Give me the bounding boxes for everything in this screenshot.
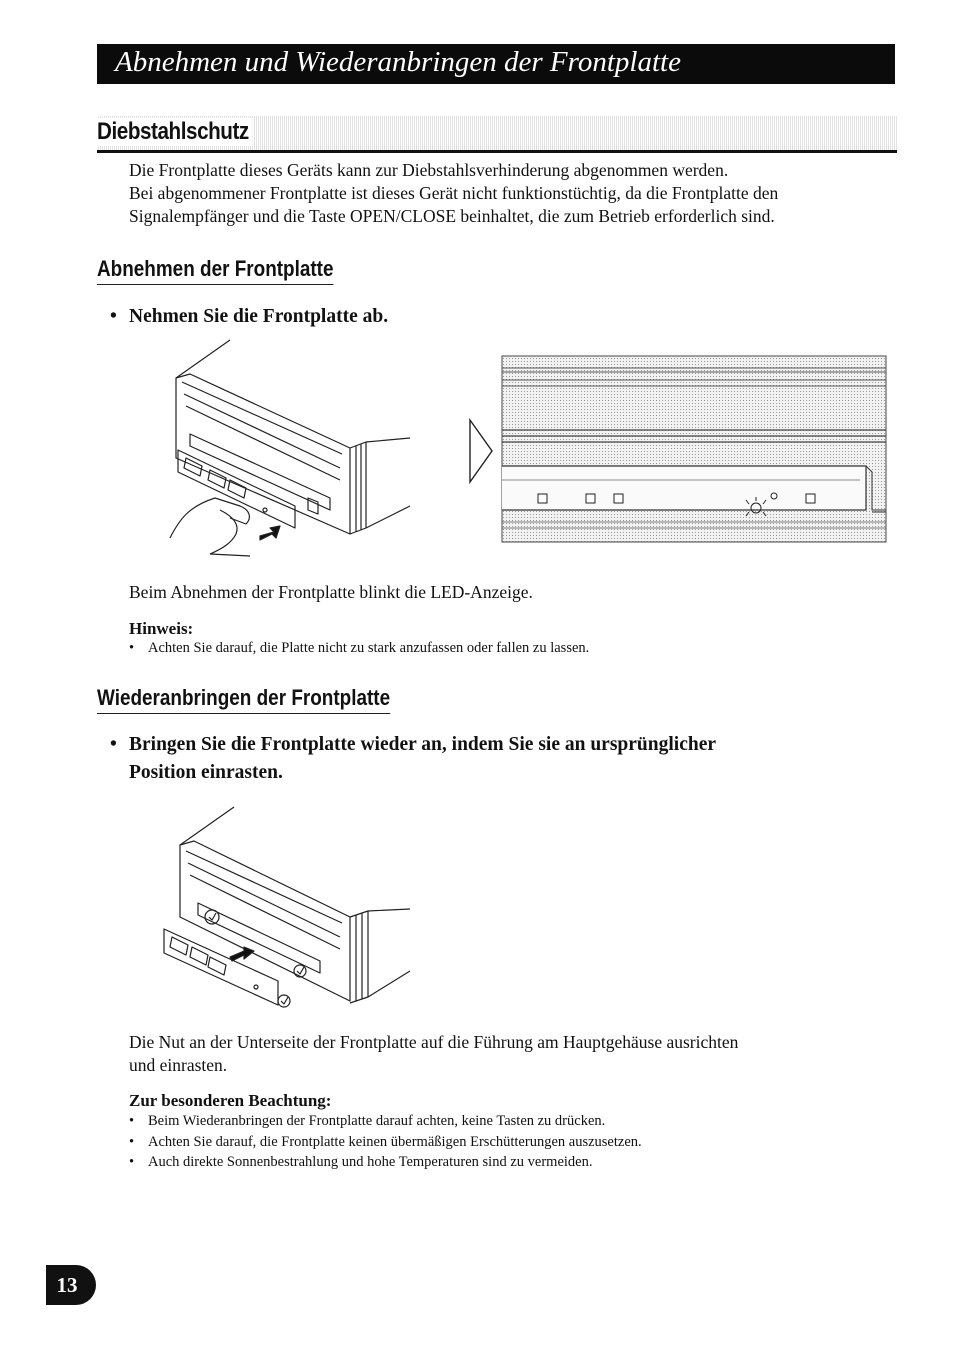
remove-note-title: Hinweis: — [129, 619, 194, 638]
attach-step — [110, 731, 716, 787]
page-title: Abnehmen und Wiederanbringen der Frontplatte — [115, 46, 681, 78]
remove-panel-illustration — [160, 338, 415, 560]
arrow-right-icon — [468, 418, 494, 484]
page-number: 13 — [46, 1265, 96, 1305]
section-heading-bar — [97, 116, 897, 153]
intro-line: Signalempfänger und die Taste OPEN/CLOSE beinhaltet, die zum Betrieb erforderlich sind. — [129, 206, 775, 226]
attach-step-line: Bringen Sie die Frontplatte wieder an, indem Sie sie an ursprünglicher — [129, 734, 716, 755]
bullet: • — [110, 734, 117, 755]
list-item: • Achten Sie darauf, die Frontplatte keinen übermäßigen Erschütterungen auszusetzen. — [129, 1132, 642, 1153]
attach-caption-line: Die Nut an der Unterseite der Frontplatte auf die Führung am Hauptgehäuse ausrichten — [129, 1032, 739, 1052]
list-item: • Beim Wiederanbringen der Frontplatte darauf achten, keine Tasten zu drücken. — [129, 1111, 642, 1132]
unit-front-view-illustration — [500, 352, 888, 544]
attach-note-title: Zur besonderen Beachtung: — [129, 1091, 332, 1110]
list-item: • Achten Sie darauf, die Platte nicht zu stark anzufassen oder fallen zu lassen. — [129, 638, 589, 659]
attach-heading: Wiederanbringen der Frontplatte — [97, 685, 390, 714]
attach-panel-illustration — [160, 805, 415, 1010]
intro-line: Die Frontplatte dieses Geräts kann zur Diebstahlsverhinderung abgenommen werden. — [129, 160, 729, 180]
attach-notes-list — [129, 1111, 642, 1173]
title-banner — [97, 44, 895, 84]
list-item: • Auch direkte Sonnenbestrahlung und hohe Temperaturen sind zu vermeiden. — [129, 1152, 642, 1173]
section-heading: Diebstahlschutz — [97, 118, 252, 146]
remove-notes-list — [129, 638, 589, 659]
remove-step — [110, 303, 388, 331]
attach-caption-line: und einrasten. — [129, 1055, 228, 1075]
remove-step-text: Nehmen Sie die Frontplatte ab. — [129, 306, 389, 327]
remove-heading: Abnehmen der Frontplatte — [97, 256, 334, 285]
intro-line: Bei abgenommener Frontplatte ist dieses Gerät nicht funktionstüchtig, da die Frontplatte den — [129, 183, 779, 203]
attach-caption — [129, 1031, 738, 1077]
intro-paragraph — [129, 159, 778, 228]
attach-step-line: Position einrasten. — [129, 762, 283, 783]
remove-caption: Beim Abnehmen der Frontplatte blinkt die LED-Anzeige. — [129, 582, 533, 602]
bullet: • — [110, 306, 117, 327]
